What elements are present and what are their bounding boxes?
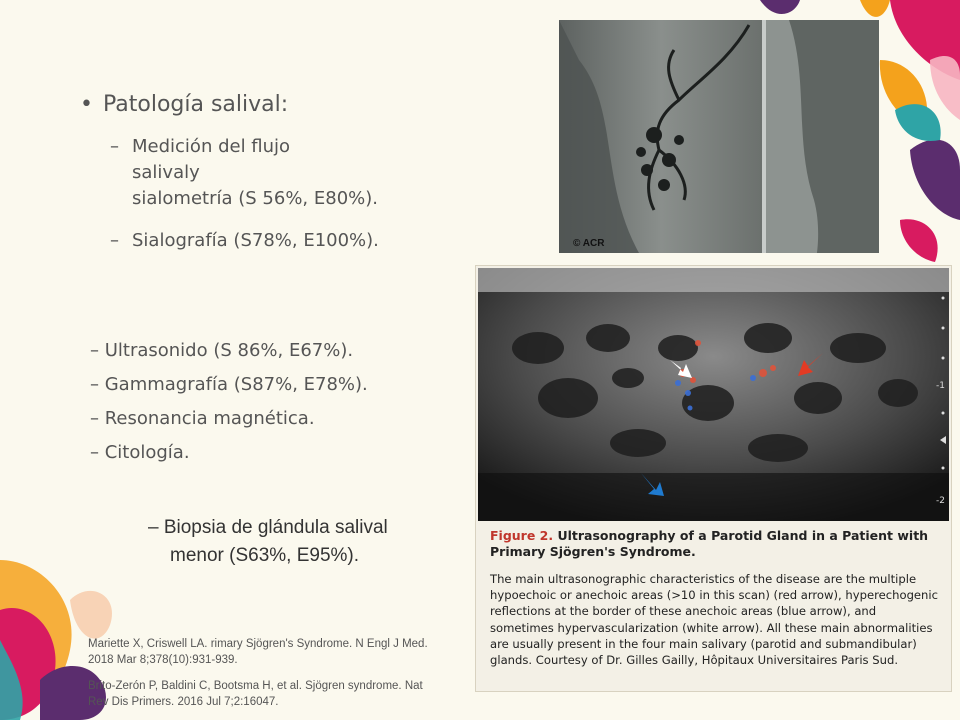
deco-petal — [70, 591, 112, 639]
sub-item-line: Sialografía (S78%, E100%). — [132, 230, 379, 251]
sub-item-line: sialometría (S 56%, E80%). — [132, 188, 378, 209]
figure-title-text: Ultrasonography of a Parotid Gland in a Patient with Primary Sjögren's Syndrome. — [490, 528, 929, 559]
deco-petal — [760, 0, 800, 14]
deco-petal — [860, 0, 890, 17]
ultrasound-image — [478, 268, 949, 521]
sub-item-line: salivaly — [132, 162, 200, 183]
test-mri: – Resonancia magnética. — [90, 408, 315, 429]
deco-petal — [895, 104, 941, 141]
figure-caption: The main ultrasonographic characteristics of the disease are the multiple hypoechoic or anechoic areas (>10 in this scan) (red arrow), hyperechogenic reflections at the border of these anechoic areas (blue arrow), and sometimes hypervascularization (white arrow). All these main abnormalities are usually present in the four main salivary (parotid and submandibular) glands. Courtesy of Dr. Gilles Gailly, Hôpitaux Universitaires Paris Sud. — [490, 572, 939, 668]
reference-1: Mariette X, Criswell LA. rimary Sjögren's Syndrome. N Engl J Med. 2018 Mar 8;378(10):931-939. — [88, 638, 428, 666]
test-cytology: – Citología. — [90, 442, 190, 463]
reference-2: Brito-Zerón P, Baldini C, Bootsma H, et al. Sjögren syndrome. Nat Rev Dis Primers. 2016 Jul 7;2:16047. — [88, 680, 423, 708]
sialogram-drawing — [559, 20, 879, 253]
sub-item-flow — [110, 134, 432, 212]
test-ultrasound: – Ultrasonido (S 86%, E67%). — [90, 340, 354, 361]
bullet-symbol: • — [80, 92, 93, 117]
main-bullet — [80, 92, 288, 117]
deco-petal — [930, 56, 960, 120]
depth-label: -2 — [936, 496, 945, 506]
ultrasound-figure — [475, 265, 952, 692]
sialogram-credit: © ACR — [573, 238, 605, 249]
dash: – — [110, 230, 119, 251]
figure-title — [490, 528, 940, 560]
main-bullet-text: Patología salival: — [102, 92, 289, 117]
deco-petal — [910, 140, 960, 220]
dash: – — [110, 136, 119, 157]
deco-petal — [900, 219, 938, 262]
test-scintigraphy: – Gammagrafía (S87%, E78%). — [90, 374, 368, 395]
sialogram-image — [559, 20, 879, 253]
biopsy-item — [148, 514, 448, 570]
sub-item-line: Medición del flujo — [132, 136, 291, 157]
biopsy-line: – Biopsia de glándula salival — [148, 517, 388, 538]
biopsy-line: menor (S63%, E95%). — [170, 545, 360, 566]
sub-item-sialography — [110, 228, 452, 254]
figure-label: Figure 2. — [490, 528, 554, 543]
depth-label: -1 — [936, 381, 945, 391]
